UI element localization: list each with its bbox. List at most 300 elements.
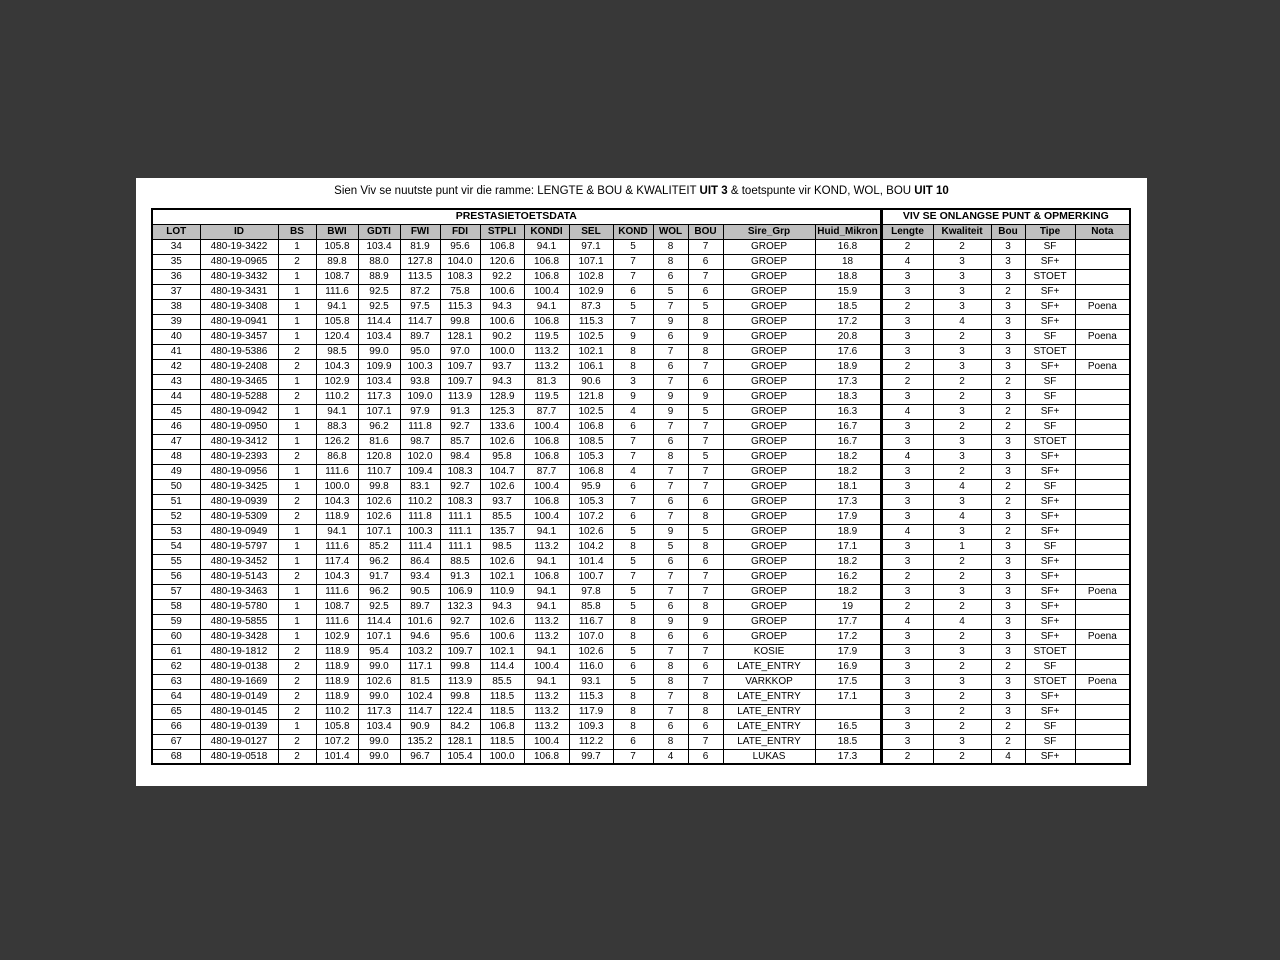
cell-bou: 7	[688, 239, 723, 254]
cell-fwi: 102.4	[400, 689, 440, 704]
cell-bou: 3	[991, 464, 1025, 479]
title-text: & toetspunte vir KOND, WOL, BOU	[727, 185, 915, 197]
cell-lot: 37	[152, 284, 200, 299]
cell-kwaliteit: 3	[933, 404, 991, 419]
cell-stpli: 106.8	[480, 719, 524, 734]
cell-fwi: 127.8	[400, 254, 440, 269]
column-header-kond: KOND	[613, 224, 653, 239]
cell-stpli: 120.6	[480, 254, 524, 269]
cell-fdi: 97.0	[440, 344, 480, 359]
cell-id: 480-19-5309	[200, 509, 278, 524]
cell-nota	[1075, 539, 1130, 554]
cell-nota	[1075, 464, 1130, 479]
cell-bou: 3	[991, 644, 1025, 659]
cell-nota	[1075, 239, 1130, 254]
cell-kondi: 87.7	[524, 404, 569, 419]
cell-sel: 116.0	[569, 659, 613, 674]
cell-sel: 105.3	[569, 494, 613, 509]
cell-bs: 2	[278, 449, 316, 464]
cell-nota	[1075, 569, 1130, 584]
table-row	[152, 659, 1130, 674]
cell-sel: 112.2	[569, 734, 613, 749]
cell-kondi: 94.1	[524, 299, 569, 314]
cell-kondi: 119.5	[524, 389, 569, 404]
cell-bou: 2	[991, 284, 1025, 299]
cell-bwi: 108.7	[316, 599, 358, 614]
cell-wol: 7	[653, 704, 688, 719]
column-header-bs: BS	[278, 224, 316, 239]
table-row	[152, 734, 1130, 749]
cell-fwi: 89.7	[400, 329, 440, 344]
cell-nota	[1075, 284, 1130, 299]
cell-nota	[1075, 554, 1130, 569]
cell-bs: 2	[278, 344, 316, 359]
cell-kwaliteit: 2	[933, 719, 991, 734]
cell-huid_mikron: 18.2	[815, 584, 881, 599]
cell-bs: 1	[278, 554, 316, 569]
cell-bou: 3	[991, 299, 1025, 314]
cell-sel: 106.1	[569, 359, 613, 374]
cell-kwaliteit: 2	[933, 329, 991, 344]
cell-wol: 8	[653, 449, 688, 464]
cell-sire_grp: GROEP	[723, 479, 815, 494]
cell-bou: 7	[688, 674, 723, 689]
cell-stpli: 102.6	[480, 614, 524, 629]
cell-kondi: 100.4	[524, 659, 569, 674]
cell-tipe: SF+	[1025, 314, 1075, 329]
cell-wol: 7	[653, 299, 688, 314]
cell-stpli: 106.8	[480, 239, 524, 254]
cell-sire_grp: LATE_ENTRY	[723, 734, 815, 749]
cell-kondi: 100.4	[524, 509, 569, 524]
cell-nota	[1075, 479, 1130, 494]
cell-gdti: 99.0	[358, 749, 400, 764]
cell-sel: 85.8	[569, 599, 613, 614]
column-header-lot: LOT	[152, 224, 200, 239]
cell-kwaliteit: 2	[933, 389, 991, 404]
table-row	[152, 509, 1130, 524]
cell-tipe: SF	[1025, 419, 1075, 434]
cell-kondi: 94.1	[524, 524, 569, 539]
cell-bou: 6	[688, 374, 723, 389]
cell-fdi: 95.6	[440, 239, 480, 254]
cell-bou: 2	[991, 479, 1025, 494]
cell-kwaliteit: 2	[933, 464, 991, 479]
cell-kond: 7	[613, 269, 653, 284]
cell-sel: 108.5	[569, 434, 613, 449]
cell-tipe: SF+	[1025, 569, 1075, 584]
cell-bwi: 107.2	[316, 734, 358, 749]
cell-kondi: 106.8	[524, 269, 569, 284]
cell-sire_grp: GROEP	[723, 299, 815, 314]
cell-kwaliteit: 2	[933, 659, 991, 674]
cell-bou: 3	[991, 389, 1025, 404]
cell-kond: 5	[613, 674, 653, 689]
cell-fwi: 96.7	[400, 749, 440, 764]
cell-fwi: 97.5	[400, 299, 440, 314]
cell-lot: 50	[152, 479, 200, 494]
column-header-sel: SEL	[569, 224, 613, 239]
cell-wol: 6	[653, 629, 688, 644]
cell-bs: 2	[278, 389, 316, 404]
cell-sire_grp: LUKAS	[723, 749, 815, 764]
cell-id: 480-19-0939	[200, 494, 278, 509]
cell-kondi: 113.2	[524, 344, 569, 359]
cell-lengte: 3	[881, 554, 933, 569]
cell-lengte: 2	[881, 359, 933, 374]
column-header-stpli: STPLI	[480, 224, 524, 239]
cell-kond: 6	[613, 509, 653, 524]
cell-bou: 8	[688, 689, 723, 704]
cell-sel: 87.3	[569, 299, 613, 314]
cell-bs: 2	[278, 734, 316, 749]
cell-tipe: SF	[1025, 659, 1075, 674]
cell-bwi: 111.6	[316, 584, 358, 599]
cell-bwi: 111.6	[316, 464, 358, 479]
cell-sel: 102.6	[569, 524, 613, 539]
cell-bou: 6	[688, 554, 723, 569]
cell-fwi: 95.0	[400, 344, 440, 359]
cell-bou: 2	[991, 719, 1025, 734]
cell-stpli: 135.7	[480, 524, 524, 539]
cell-bou: 3	[991, 674, 1025, 689]
cell-nota	[1075, 749, 1130, 764]
cell-nota	[1075, 434, 1130, 449]
cell-sel: 102.9	[569, 284, 613, 299]
cell-kond: 6	[613, 419, 653, 434]
cell-bs: 1	[278, 719, 316, 734]
cell-fdi: 88.5	[440, 554, 480, 569]
cell-lengte: 3	[881, 389, 933, 404]
cell-fdi: 108.3	[440, 464, 480, 479]
cell-bwi: 100.0	[316, 479, 358, 494]
cell-tipe: SF+	[1025, 509, 1075, 524]
cell-kond: 5	[613, 239, 653, 254]
cell-bwi: 94.1	[316, 524, 358, 539]
cell-lengte: 2	[881, 299, 933, 314]
table-row	[152, 689, 1130, 704]
cell-bs: 1	[278, 539, 316, 554]
cell-kond: 5	[613, 644, 653, 659]
cell-lot: 40	[152, 329, 200, 344]
cell-sire_grp: GROEP	[723, 344, 815, 359]
cell-bou: 3	[991, 689, 1025, 704]
cell-kwaliteit: 3	[933, 299, 991, 314]
cell-id: 480-19-3412	[200, 434, 278, 449]
cell-gdti: 99.0	[358, 344, 400, 359]
cell-sire_grp: GROEP	[723, 584, 815, 599]
cell-fwi: 113.5	[400, 269, 440, 284]
cell-fdi: 122.4	[440, 704, 480, 719]
table-row	[152, 299, 1130, 314]
cell-tipe: STOET	[1025, 269, 1075, 284]
cell-bs: 1	[278, 404, 316, 419]
cell-nota	[1075, 269, 1130, 284]
cell-stpli: 100.6	[480, 284, 524, 299]
cell-fdi: 92.7	[440, 614, 480, 629]
cell-kond: 8	[613, 689, 653, 704]
cell-id: 480-19-5288	[200, 389, 278, 404]
cell-kwaliteit: 4	[933, 509, 991, 524]
cell-sire_grp: GROEP	[723, 539, 815, 554]
cell-stpli: 92.2	[480, 269, 524, 284]
cell-huid_mikron: 18.1	[815, 479, 881, 494]
cell-bou: 7	[688, 584, 723, 599]
cell-id: 480-19-0138	[200, 659, 278, 674]
cell-lot: 49	[152, 464, 200, 479]
cell-wol: 7	[653, 464, 688, 479]
cell-fdi: 108.3	[440, 494, 480, 509]
table-header	[152, 209, 1130, 239]
cell-bou: 3	[991, 539, 1025, 554]
cell-sire_grp: VARKKOP	[723, 674, 815, 689]
cell-kond: 7	[613, 434, 653, 449]
cell-wol: 6	[653, 554, 688, 569]
cell-bou: 3	[991, 269, 1025, 284]
cell-bs: 2	[278, 644, 316, 659]
cell-bou: 2	[991, 524, 1025, 539]
cell-stpli: 114.4	[480, 659, 524, 674]
cell-huid_mikron: 18.9	[815, 359, 881, 374]
cell-bou: 4	[991, 749, 1025, 764]
cell-id: 480-19-0127	[200, 734, 278, 749]
cell-sire_grp: GROEP	[723, 359, 815, 374]
cell-fwi: 81.9	[400, 239, 440, 254]
cell-nota	[1075, 719, 1130, 734]
cell-bs: 2	[278, 569, 316, 584]
cell-gdti: 114.4	[358, 314, 400, 329]
cell-stpli: 104.7	[480, 464, 524, 479]
cell-nota	[1075, 419, 1130, 434]
cell-id: 480-19-3463	[200, 584, 278, 599]
cell-kwaliteit: 3	[933, 359, 991, 374]
cell-lot: 62	[152, 659, 200, 674]
cell-stpli: 118.5	[480, 689, 524, 704]
table-row	[152, 239, 1130, 254]
cell-lot: 56	[152, 569, 200, 584]
cell-lot: 47	[152, 434, 200, 449]
cell-bs: 1	[278, 374, 316, 389]
cell-tipe: SF	[1025, 719, 1075, 734]
cell-lengte: 4	[881, 449, 933, 464]
cell-lengte: 3	[881, 734, 933, 749]
cell-stpli: 95.8	[480, 449, 524, 464]
cell-sel: 115.3	[569, 314, 613, 329]
cell-huid_mikron: 17.1	[815, 539, 881, 554]
cell-bou: 7	[688, 419, 723, 434]
table-row	[152, 599, 1130, 614]
cell-nota	[1075, 449, 1130, 464]
cell-lengte: 3	[881, 419, 933, 434]
cell-lot: 42	[152, 359, 200, 374]
cell-bwi: 104.3	[316, 569, 358, 584]
cell-bou: 2	[991, 404, 1025, 419]
cell-huid_mikron: 18.5	[815, 299, 881, 314]
cell-fdi: 92.7	[440, 419, 480, 434]
cell-fdi: 128.1	[440, 329, 480, 344]
cell-wol: 6	[653, 719, 688, 734]
cell-wol: 7	[653, 689, 688, 704]
cell-sire_grp: GROEP	[723, 269, 815, 284]
column-header-kondi: KONDI	[524, 224, 569, 239]
cell-tipe: SF+	[1025, 749, 1075, 764]
cell-kwaliteit: 2	[933, 239, 991, 254]
cell-fdi: 132.3	[440, 599, 480, 614]
cell-nota	[1075, 689, 1130, 704]
table-row	[152, 749, 1130, 764]
cell-bou: 7	[688, 479, 723, 494]
cell-huid_mikron: 17.3	[815, 374, 881, 389]
cell-kond: 7	[613, 569, 653, 584]
cell-bou: 6	[688, 749, 723, 764]
cell-bou: 2	[991, 659, 1025, 674]
cell-fdi: 105.4	[440, 749, 480, 764]
cell-tipe: SF+	[1025, 599, 1075, 614]
cell-lengte: 4	[881, 614, 933, 629]
cell-kwaliteit: 4	[933, 479, 991, 494]
cell-bwi: 110.2	[316, 704, 358, 719]
cell-sel: 107.0	[569, 629, 613, 644]
cell-lengte: 3	[881, 674, 933, 689]
cell-gdti: 99.0	[358, 689, 400, 704]
cell-lengte: 3	[881, 644, 933, 659]
cell-kondi: 94.1	[524, 554, 569, 569]
cell-huid_mikron: 17.1	[815, 689, 881, 704]
cell-kondi: 106.8	[524, 569, 569, 584]
cell-kond: 5	[613, 554, 653, 569]
cell-huid_mikron: 17.3	[815, 494, 881, 509]
cell-tipe: SF+	[1025, 494, 1075, 509]
cell-bwi: 117.4	[316, 554, 358, 569]
cell-fwi: 89.7	[400, 599, 440, 614]
cell-bs: 2	[278, 704, 316, 719]
column-header-sire_grp: Sire_Grp	[723, 224, 815, 239]
cell-huid_mikron: 17.3	[815, 749, 881, 764]
cell-bs: 2	[278, 689, 316, 704]
cell-bou: 3	[991, 359, 1025, 374]
cell-sire_grp: GROEP	[723, 599, 815, 614]
cell-huid_mikron: 18.2	[815, 554, 881, 569]
cell-kondi: 87.7	[524, 464, 569, 479]
cell-stpli: 118.5	[480, 704, 524, 719]
cell-fwi: 83.1	[400, 479, 440, 494]
cell-bs: 1	[278, 434, 316, 449]
cell-kwaliteit: 3	[933, 584, 991, 599]
cell-huid_mikron: 17.2	[815, 629, 881, 644]
cell-tipe: SF+	[1025, 554, 1075, 569]
cell-stpli: 100.0	[480, 344, 524, 359]
cell-nota	[1075, 599, 1130, 614]
cell-bs: 2	[278, 509, 316, 524]
cell-gdti: 103.4	[358, 719, 400, 734]
table-row	[152, 674, 1130, 689]
cell-bou: 8	[688, 344, 723, 359]
cell-lengte: 3	[881, 329, 933, 344]
cell-bs: 1	[278, 239, 316, 254]
cell-tipe: SF+	[1025, 299, 1075, 314]
cell-lot: 58	[152, 599, 200, 614]
cell-fwi: 90.9	[400, 719, 440, 734]
cell-wol: 7	[653, 344, 688, 359]
cell-huid_mikron: 15.9	[815, 284, 881, 299]
cell-huid_mikron: 18.3	[815, 389, 881, 404]
table-row	[152, 719, 1130, 734]
column-header-fwi: FWI	[400, 224, 440, 239]
cell-huid_mikron: 16.9	[815, 659, 881, 674]
cell-gdti: 110.7	[358, 464, 400, 479]
cell-kond: 7	[613, 494, 653, 509]
cell-bwi: 88.3	[316, 419, 358, 434]
cell-huid_mikron	[815, 704, 881, 719]
cell-bs: 1	[278, 284, 316, 299]
cell-bou: 3	[991, 434, 1025, 449]
cell-sire_grp: LATE_ENTRY	[723, 689, 815, 704]
cell-huid_mikron: 16.7	[815, 419, 881, 434]
cell-sel: 99.7	[569, 749, 613, 764]
cell-bs: 2	[278, 674, 316, 689]
cell-bou: 3	[991, 314, 1025, 329]
cell-wol: 8	[653, 239, 688, 254]
cell-lengte: 4	[881, 404, 933, 419]
cell-huid_mikron: 20.8	[815, 329, 881, 344]
table-row	[152, 644, 1130, 659]
cell-bs: 1	[278, 329, 316, 344]
cell-tipe: SF+	[1025, 584, 1075, 599]
cell-sire_grp: LATE_ENTRY	[723, 719, 815, 734]
cell-lot: 36	[152, 269, 200, 284]
cell-id: 480-19-0145	[200, 704, 278, 719]
cell-fwi: 87.2	[400, 284, 440, 299]
cell-bs: 1	[278, 479, 316, 494]
cell-kond: 5	[613, 299, 653, 314]
cell-lengte: 3	[881, 509, 933, 524]
cell-huid_mikron: 18.2	[815, 464, 881, 479]
cell-kond: 5	[613, 524, 653, 539]
cell-gdti: 102.6	[358, 509, 400, 524]
cell-bs: 1	[278, 524, 316, 539]
cell-sire_grp: GROEP	[723, 614, 815, 629]
cell-fwi: 93.8	[400, 374, 440, 389]
cell-bou: 5	[688, 449, 723, 464]
cell-id: 480-19-0518	[200, 749, 278, 764]
cell-wol: 9	[653, 404, 688, 419]
cell-fwi: 103.2	[400, 644, 440, 659]
cell-lengte: 3	[881, 494, 933, 509]
cell-fwi: 109.0	[400, 389, 440, 404]
cell-bwi: 111.6	[316, 614, 358, 629]
cell-id: 480-19-3452	[200, 554, 278, 569]
cell-fdi: 111.1	[440, 509, 480, 524]
cell-bs: 2	[278, 254, 316, 269]
cell-nota: Poena	[1075, 584, 1130, 599]
column-header-row	[152, 224, 1130, 239]
cell-bou: 8	[688, 509, 723, 524]
cell-nota	[1075, 734, 1130, 749]
cell-bwi: 120.4	[316, 329, 358, 344]
cell-bs: 2	[278, 749, 316, 764]
cell-id: 480-19-3457	[200, 329, 278, 344]
cell-fdi: 111.1	[440, 539, 480, 554]
cell-wol: 9	[653, 524, 688, 539]
cell-sel: 90.6	[569, 374, 613, 389]
cell-gdti: 107.1	[358, 524, 400, 539]
table-row	[152, 419, 1130, 434]
table-row	[152, 479, 1130, 494]
cell-bwi: 105.8	[316, 719, 358, 734]
cell-bou: 5	[688, 299, 723, 314]
cell-bou: 3	[991, 329, 1025, 344]
cell-gdti: 95.4	[358, 644, 400, 659]
